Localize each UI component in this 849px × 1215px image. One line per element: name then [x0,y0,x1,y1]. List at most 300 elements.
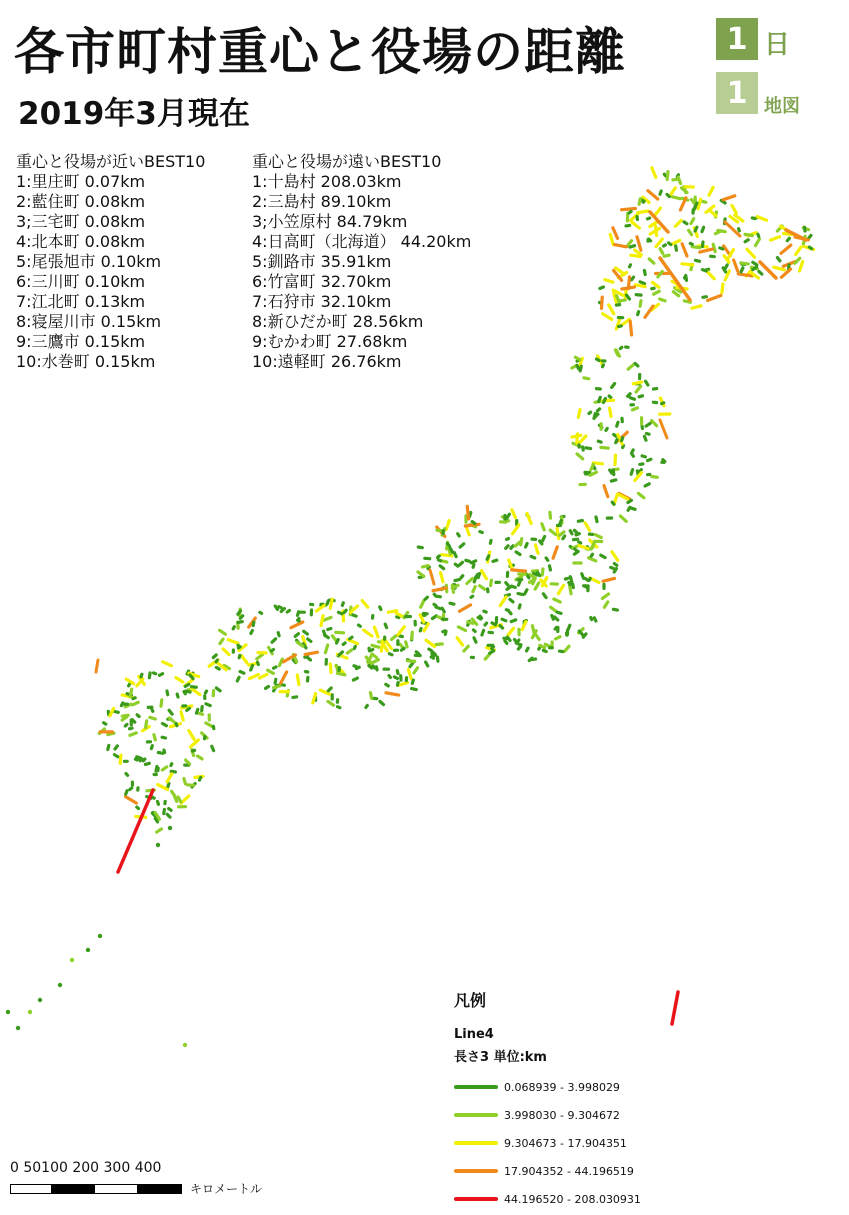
municipality-distance-mark [631,255,640,256]
municipality-distance-mark [369,666,372,668]
municipality-distance-mark [515,640,518,643]
municipality-distance-mark [753,262,757,265]
municipality-distance-mark [656,226,657,235]
municipality-distance-mark [185,684,189,686]
municipality-distance-mark [627,295,630,299]
municipality-distance-mark [505,641,507,644]
municipality-distance-mark [438,556,440,558]
municipality-distance-mark [137,807,139,809]
municipality-distance-mark [720,248,723,249]
municipality-distance-mark [568,625,570,629]
municipality-distance-mark [169,809,172,811]
municipality-distance-mark [467,506,468,519]
map-subtitle: 2019年3月現在 [18,88,250,133]
municipality-distance-mark [298,612,299,616]
municipality-distance-mark [516,552,520,555]
municipality-distance-mark [474,630,476,632]
municipality-distance-mark [465,524,479,526]
municipality-distance-mark [506,583,508,586]
municipality-distance-mark [692,306,701,308]
municipality-distance-mark [297,675,299,685]
municipality-distance-mark [667,172,668,180]
municipality-distance-mark [386,693,399,695]
municipality-distance-mark [352,615,356,617]
farthest-rank-row: 7:石狩市 32.10km [252,292,471,312]
municipality-distance-mark [556,637,561,639]
municipality-distance-mark [325,645,327,653]
municipality-distance-mark [424,624,428,631]
municipality-distance-mark [129,684,130,686]
municipality-distance-mark [145,763,149,764]
municipality-distance-mark [197,709,198,713]
municipality-distance-mark [741,268,743,272]
municipality-distance-mark [458,534,460,536]
municipality-distance-mark [619,495,628,499]
municipality-distance-mark [648,191,658,199]
municipality-distance-mark [636,386,641,392]
municipality-distance-mark [741,263,748,264]
municipality-distance-mark [275,679,276,683]
municipality-distance-mark [206,704,210,706]
municipality-distance-mark [480,616,482,618]
municipality-distance-mark [432,616,436,619]
municipality-distance-mark [461,576,463,578]
municipality-distance-mark [649,259,654,263]
closest-rank-row: 6:三川町 0.10km [16,272,205,292]
municipality-distance-mark [536,635,539,639]
municipality-distance-mark [344,610,346,612]
municipality-distance-mark [251,665,253,670]
municipality-distance-mark [642,426,643,429]
municipality-distance-mark [676,246,677,250]
municipality-distance-mark [167,691,168,695]
closest-rank-row: 1:里庄町 0.07km [16,172,205,192]
municipality-distance-mark [591,618,592,620]
municipality-distance-mark [268,670,274,673]
legend-swatch [454,1197,498,1201]
municipality-distance-mark [630,398,634,400]
municipality-distance-mark [418,572,424,576]
ichinichi-ichichizu-logo [716,18,816,118]
municipality-distance-mark [122,715,128,716]
municipality-distance-mark [370,655,372,660]
municipality-distance-mark [560,651,563,652]
municipality-distance-mark [571,578,572,582]
municipality-distance-mark [233,627,234,629]
municipality-distance-mark [574,539,578,540]
municipality-distance-mark [274,686,280,688]
legend-item-label: 3.998030 - 9.304672 [504,1109,620,1122]
legend-item-label: 0.068939 - 3.998029 [504,1081,620,1094]
legend-item-label: 44.196520 - 208.030931 [504,1193,641,1206]
municipality-distance-mark [718,230,725,231]
municipality-distance-mark [565,579,567,580]
municipality-distance-mark [206,723,212,726]
municipality-distance-mark [526,544,528,548]
municipality-distance-mark [295,634,298,637]
municipality-distance-mark [601,555,605,557]
municipality-distance-mark [594,618,596,621]
municipality-distance-mark [171,771,175,772]
map-legend [454,988,674,1215]
municipality-distance-mark [130,728,133,729]
municipality-distance-mark [220,630,226,634]
municipality-distance-mark [237,677,239,681]
municipality-distance-mark [551,607,557,611]
logo-day-label: 日 [764,24,790,61]
municipality-distance-mark [307,657,310,660]
municipality-distance-mark [161,700,162,706]
municipality-distance-mark [576,534,579,535]
municipality-distance-mark [460,605,471,611]
municipality-distance-mark [747,249,755,257]
municipality-distance-mark [609,396,611,398]
municipality-distance-mark [202,707,203,711]
municipality-distance-mark [602,297,603,308]
municipality-distance-mark [684,222,687,224]
legend-layer-name: Line4 [454,1027,674,1042]
municipality-distance-mark [622,438,623,441]
municipality-distance-mark [703,297,707,298]
municipality-distance-mark [184,779,186,784]
municipality-distance-mark [260,612,262,613]
municipality-distance-mark [342,603,343,606]
municipality-distance-mark [596,517,597,522]
municipality-distance-mark [126,679,133,684]
island-mark [168,826,172,830]
municipality-distance-mark [617,422,618,426]
municipality-distance-mark [513,525,519,534]
municipality-distance-mark [272,639,276,642]
municipality-distance-mark [645,484,649,486]
municipality-distance-mark [615,350,617,355]
municipality-distance-mark [589,412,591,413]
municipality-distance-mark [636,295,641,296]
municipality-distance-mark [216,688,220,691]
municipality-distance-mark [698,199,701,209]
municipality-distance-mark [619,300,625,301]
municipality-distance-mark [347,650,351,653]
municipality-distance-mark [338,673,345,674]
municipality-distance-mark [455,555,456,557]
municipality-distance-mark [525,590,527,594]
municipality-distance-mark [612,552,618,561]
municipality-distance-mark [169,718,174,722]
municipality-distance-mark [664,174,666,176]
municipality-distance-mark [543,537,545,541]
municipality-distance-mark [455,564,458,566]
municipality-distance-mark [656,239,662,246]
municipality-distance-mark [580,366,581,371]
municipality-distance-mark [579,542,581,543]
municipality-distance-mark [216,667,219,669]
municipality-distance-mark [577,365,579,368]
long-distance-mark [430,570,434,584]
municipality-distance-mark [620,347,622,348]
municipality-distance-mark [433,588,446,591]
municipality-distance-mark [473,564,474,567]
municipality-distance-mark [473,587,475,592]
municipality-distance-mark [535,583,539,589]
municipality-distance-mark [198,713,203,714]
municipality-distance-mark [442,608,444,612]
municipality-distance-mark [193,750,195,751]
closest-rank-row: 4:北本町 0.08km [16,232,205,252]
municipality-distance-mark [115,755,118,757]
municipality-distance-mark [410,663,413,667]
municipality-distance-mark [176,678,183,682]
municipality-distance-mark [257,655,263,659]
municipality-distance-mark [577,434,578,443]
municipality-distance-mark [186,760,190,764]
municipality-distance-mark [599,397,601,401]
japan-municipality-map [0,150,849,1050]
municipality-distance-mark [611,480,616,481]
municipality-distance-mark [614,435,616,437]
long-distance-marks [96,212,806,1024]
municipality-distance-mark [354,666,356,667]
municipality-distance-mark [620,516,626,521]
municipality-distance-mark [708,296,721,301]
municipality-distance-mark [511,546,513,549]
municipality-distance-mark [434,594,435,596]
island-mark [86,948,90,952]
municipality-distance-mark [511,620,516,622]
municipality-distance-mark [664,255,669,256]
municipality-distance-mark [240,672,244,674]
municipality-distance-mark [372,645,379,647]
municipality-distance-mark [328,688,331,691]
legend-item-label: 17.904352 - 44.196519 [504,1165,634,1178]
municipality-distance-mark [484,611,486,612]
municipality-distance-mark [615,455,616,465]
municipality-distance-mark [703,270,707,271]
municipality-distance-mark [408,670,411,679]
municipality-distance-mark [652,168,656,178]
municipality-distance-mark [616,440,617,443]
municipality-distance-mark [279,607,281,608]
municipality-distance-mark [133,698,135,699]
municipality-distance-mark [692,247,700,248]
municipality-distance-mark [672,240,680,244]
municipality-distance-mark [663,460,665,462]
municipality-distance-mark [450,603,454,604]
scale-bar-labels: 0 50100 200 300 400 [10,1160,161,1176]
municipality-distance-mark [644,271,645,275]
municipality-distance-mark [130,788,132,790]
municipality-distance-mark [406,642,407,647]
municipality-distance-mark [281,672,287,683]
municipality-distance-mark [167,774,172,782]
municipality-distance-mark [509,612,511,614]
municipality-distance-mark [189,731,194,740]
municipality-distance-mark [482,630,484,635]
municipality-distance-mark [563,536,565,539]
municipality-distance-mark [701,201,706,202]
municipality-distance-mark [604,602,607,607]
municipality-distance-mark [512,570,526,571]
municipality-distance-mark [507,514,510,518]
municipality-distance-mark [610,408,611,416]
farthest-rank-row: 2:三島村 89.10km [252,192,471,212]
municipality-distance-mark [353,678,357,680]
municipality-distance-mark [146,721,147,728]
municipality-distance-mark [271,650,273,652]
farthest-rank-row: 5:釧路市 35.91km [252,252,471,272]
island-mark [183,1043,187,1047]
municipality-distance-mark [506,610,508,611]
municipality-distance-mark [457,638,462,645]
municipality-distance-mark [554,599,560,602]
municipality-distance-mark [485,623,487,625]
municipality-distance-mark [753,267,757,270]
legend-swatch [454,1113,498,1117]
legend-item [454,1187,674,1211]
municipality-distance-mark [321,616,323,626]
municipality-distance-mark [200,777,201,780]
municipality-distance-mark [518,594,523,595]
municipality-distance-mark [164,810,165,814]
municipality-distance-mark [646,381,648,385]
municipality-distance-mark [630,265,631,267]
municipality-distance-mark [540,645,545,647]
municipality-distance-mark [565,646,569,651]
municipality-distance-mark [158,802,159,805]
municipality-distance-mark [155,819,157,822]
municipality-distance-mark [575,357,580,360]
municipality-distance-mark [490,651,494,653]
municipality-distance-mark [446,521,449,530]
municipality-distance-mark [577,454,583,459]
municipality-distance-mark [615,245,627,247]
municipality-distance-mark [115,746,117,749]
municipality-distance-mark [492,647,494,649]
municipality-distance-mark [598,441,601,442]
municipality-distance-mark [529,658,532,660]
municipality-distance-mark [474,638,476,642]
municipality-distance-mark [702,242,703,247]
municipality-distance-mark [536,545,539,553]
municipality-distance-mark [622,287,635,289]
municipality-distance-mark [274,667,276,668]
municipality-distance-mark [638,312,639,315]
municipality-distance-mark [639,199,640,205]
municipality-distance-mark [603,365,604,367]
municipality-distance-mark [154,735,155,740]
municipality-distance-mark [416,652,418,654]
municipality-distance-mark [628,394,631,397]
municipality-distance-mark [421,601,424,608]
municipality-distance-mark [589,578,590,580]
municipality-distance-mark [500,626,503,628]
municipality-distance-mark [632,277,634,280]
municipality-distance-mark [558,585,563,593]
municipality-distance-mark [480,586,485,590]
municipality-distance-mark [805,227,806,231]
municipality-distance-mark [350,637,352,639]
municipality-distance-mark [443,631,445,632]
municipality-distance-mark [287,610,289,612]
municipality-distance-mark [546,558,548,560]
municipality-distance-mark [672,197,680,199]
municipality-distance-mark [538,572,540,575]
municipality-distance-mark [642,456,645,457]
legend-item-label: 9.304673 - 17.904351 [504,1137,627,1150]
municipality-distance-mark [158,753,163,754]
municipality-distance-mark [632,222,640,228]
municipality-distance-mark [359,625,361,626]
municipality-distance-mark [440,566,444,569]
municipality-distance-mark [493,560,497,561]
municipality-distance-mark [452,585,453,592]
municipality-distance-mark [560,521,562,525]
municipality-distance-mark [167,784,169,789]
legend-swatch [454,1169,498,1173]
municipality-distance-mark [425,597,427,599]
municipality-distance-mark [652,282,659,287]
farthest-rank-row: 1:十島村 208.03km [252,172,471,192]
municipality-distance-mark [212,746,214,750]
municipality-distance-mark [787,238,789,240]
island-mark [156,843,160,847]
municipality-distance-mark [610,470,612,473]
municipality-distance-mark [723,196,735,200]
municipality-distance-mark [482,571,487,579]
municipality-distance-mark [512,510,516,518]
municipality-distance-mark [739,229,740,231]
municipality-distance-mark [630,246,635,247]
municipality-distance-mark [471,596,473,597]
municipality-distance-mark [635,285,645,287]
municipality-distance-mark [682,244,687,256]
municipality-distance-mark [660,191,661,194]
municipality-distance-mark [675,220,681,226]
municipality-distance-mark [507,587,511,590]
municipality-distance-mark [612,384,615,388]
municipality-distance-marks [6,168,814,1047]
municipality-distance-mark [757,217,766,221]
municipality-distance-mark [192,687,197,688]
municipality-distance-mark [573,584,574,588]
municipality-distance-mark [542,524,544,530]
municipality-distance-mark [635,364,638,367]
municipality-distance-mark [597,359,600,361]
municipality-distance-mark [507,539,509,540]
municipality-distance-mark [660,249,663,254]
municipality-distance-mark [414,668,418,673]
municipality-distance-mark [490,540,491,543]
municipality-distance-mark [242,656,247,663]
municipality-distance-mark [700,249,713,252]
municipality-distance-mark [640,301,641,307]
closest-rank-row: 5:尾張旭市 0.10km [16,252,205,272]
municipality-distance-mark [213,655,216,658]
municipality-distance-mark [330,664,331,672]
municipality-distance-mark [156,767,157,772]
municipality-distance-mark [582,574,584,579]
municipality-distance-mark [266,687,269,689]
municipality-distance-mark [115,712,119,713]
municipality-distance-mark [480,532,482,533]
municipality-distance-mark [238,645,240,647]
municipality-distance-mark [339,652,342,655]
municipality-distance-mark [591,554,592,556]
municipality-distance-mark [389,676,390,678]
municipality-distance-mark [531,556,535,558]
closest-ranking-heading: 重心と役場が近いBEST10 [16,152,205,172]
municipality-distance-mark [707,271,715,279]
municipality-distance-mark [640,464,643,465]
